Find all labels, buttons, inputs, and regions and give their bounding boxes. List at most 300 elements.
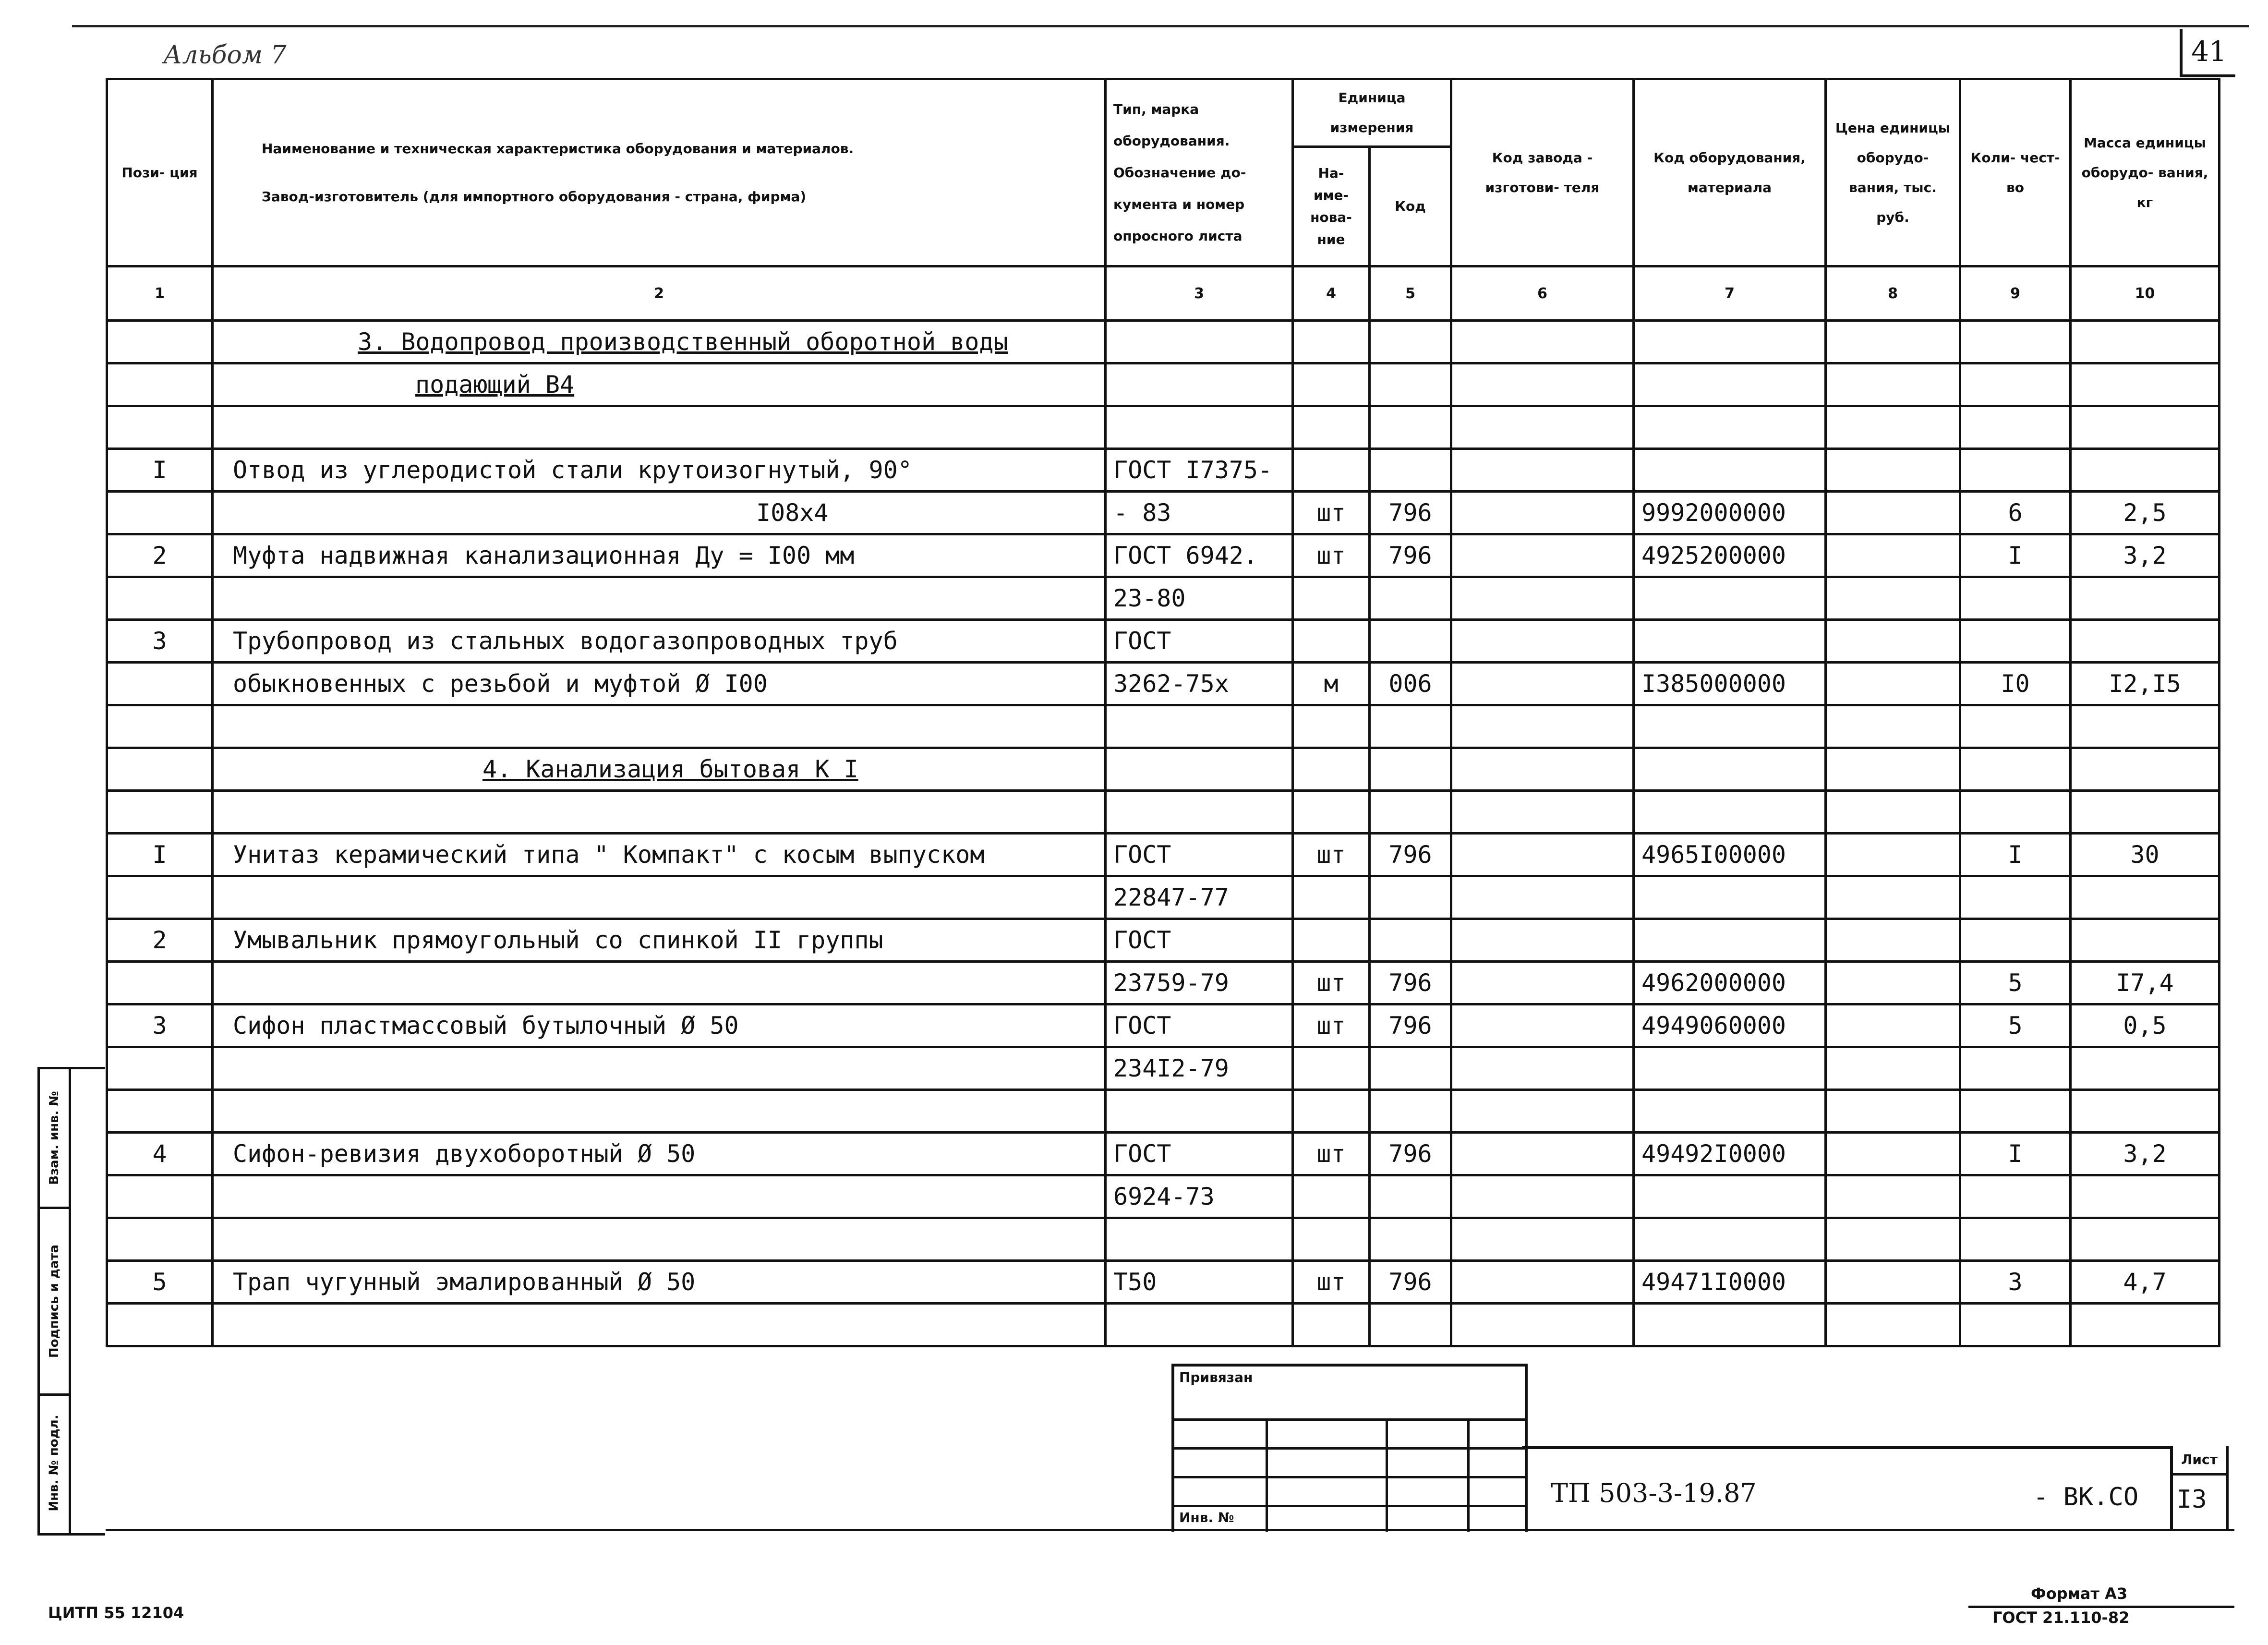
- cell-mass: [2071, 1304, 2220, 1346]
- cell-mass: I2,I5: [2071, 663, 2220, 705]
- cell-unit: [1293, 449, 1370, 492]
- header-position: Пози- ция: [107, 79, 213, 266]
- specification-table: [106, 78, 2220, 1347]
- cell-code: [1634, 1304, 1826, 1346]
- sidebar-cell-signature: [40, 1209, 69, 1396]
- cell-name: [213, 1218, 1106, 1261]
- cell-qty: [1960, 1090, 2071, 1133]
- cell-price: [1826, 791, 1960, 834]
- cell-ucode: 796: [1370, 1133, 1451, 1175]
- cell-price: [1826, 620, 1960, 663]
- cell-unit: [1293, 705, 1370, 748]
- table-row: [107, 705, 2220, 748]
- cell-pos: [107, 876, 213, 919]
- cell-ucode: [1370, 705, 1451, 748]
- sidebar-cell-replace-inv: [40, 1069, 69, 1209]
- cell-code: [1634, 919, 1826, 962]
- cell-ucode: [1370, 1218, 1451, 1261]
- cell-price: [1826, 748, 1960, 791]
- sidebar-label: Инв. № подл.: [47, 1415, 61, 1512]
- table-row: [107, 449, 2220, 492]
- cell-price: [1826, 1004, 1960, 1047]
- cell-ucode: [1370, 1090, 1451, 1133]
- cell-mfr: [1451, 663, 1634, 705]
- cell-mfr: [1451, 1261, 1634, 1304]
- cell-type: 22847-77: [1106, 876, 1293, 919]
- cell-name: Трап чугунный эмалированный Ø 50: [213, 1261, 1106, 1304]
- cell-ucode: [1370, 449, 1451, 492]
- cell-code: [1634, 705, 1826, 748]
- cell-ucode: [1370, 406, 1451, 449]
- binding-stamp: [1171, 1364, 1528, 1532]
- cell-ucode: [1370, 748, 1451, 791]
- header-qty: Коли- чест- во: [1960, 79, 2071, 266]
- cell-ucode: [1370, 620, 1451, 663]
- cell-qty: [1960, 1218, 2071, 1261]
- cell-unit: [1293, 919, 1370, 962]
- table-row: [107, 620, 2220, 663]
- column-number: 1: [107, 266, 213, 321]
- cell-mfr: [1451, 1090, 1634, 1133]
- cell-unit: [1293, 876, 1370, 919]
- cell-qty: I: [1960, 1133, 2071, 1175]
- cell-mass: 3,2: [2071, 534, 2220, 577]
- cell-mass: [2071, 1175, 2220, 1218]
- cell-code: [1634, 1218, 1826, 1261]
- header-mfr-code: Код завода - изготови- теля: [1451, 79, 1634, 266]
- column-numbers-row: [107, 266, 2220, 321]
- stamp-line: [1174, 1418, 1525, 1421]
- cell-mfr: [1451, 919, 1634, 962]
- cell-qty: 3: [1960, 1261, 2071, 1304]
- cell-code: 49492I0000: [1634, 1133, 1826, 1175]
- cell-pos: I: [107, 834, 213, 876]
- sidebar-cell-original-inv: [40, 1396, 69, 1530]
- cell-pos: [107, 962, 213, 1004]
- cell-code: [1634, 748, 1826, 791]
- table-row: [107, 1133, 2220, 1175]
- cell-mass: [2071, 876, 2220, 919]
- cell-mfr: [1451, 1004, 1634, 1047]
- cell-pos: [107, 1218, 213, 1261]
- table-row: [107, 1175, 2220, 1218]
- cell-mfr: [1451, 620, 1634, 663]
- cell-code: [1634, 449, 1826, 492]
- cell-type: ГОСТ: [1106, 834, 1293, 876]
- table-row: [107, 748, 2220, 791]
- cell-code: [1634, 1047, 1826, 1090]
- cell-pos: [107, 406, 213, 449]
- cell-code: 4949060000: [1634, 1004, 1826, 1047]
- cell-price: [1826, 534, 1960, 577]
- cell-unit: [1293, 620, 1370, 663]
- header-mass: Масса единицы оборудо- вания, кг: [2071, 79, 2220, 266]
- cell-price: [1826, 1090, 1960, 1133]
- cell-code: [1634, 620, 1826, 663]
- stamp-line: [1174, 1505, 1525, 1507]
- cell-unit: [1293, 577, 1370, 620]
- cell-mfr: [1451, 1175, 1634, 1218]
- cell-price: [1826, 919, 1960, 962]
- cell-code: [1634, 363, 1826, 406]
- cell-qty: [1960, 321, 2071, 363]
- cell-mass: 3,2: [2071, 1133, 2220, 1175]
- cell-unit: [1293, 791, 1370, 834]
- column-number: 2: [213, 266, 1106, 321]
- cell-unit: шт: [1293, 492, 1370, 534]
- cell-price: [1826, 705, 1960, 748]
- cell-name: [213, 1175, 1106, 1218]
- cell-code: [1634, 321, 1826, 363]
- cell-mass: [2071, 321, 2220, 363]
- document-code: ТП 503-3-19.87: [1551, 1478, 1757, 1508]
- column-number: 7: [1634, 266, 1826, 321]
- footer-line: [1968, 1606, 2234, 1608]
- column-number: 10: [2071, 266, 2220, 321]
- cell-ucode: [1370, 1047, 1451, 1090]
- stamp-inv-label: Инв. №: [1179, 1510, 1234, 1525]
- cell-qty: [1960, 876, 2071, 919]
- cell-type: 23759-79: [1106, 962, 1293, 1004]
- cell-pos: 5: [107, 1261, 213, 1304]
- cell-mass: [2071, 705, 2220, 748]
- table-row: [107, 363, 2220, 406]
- cell-mass: I7,4: [2071, 962, 2220, 1004]
- approval-sidebar: [37, 1067, 105, 1536]
- column-number: 4: [1293, 266, 1370, 321]
- cell-ucode: [1370, 321, 1451, 363]
- cell-type: ГОСТ: [1106, 1133, 1293, 1175]
- cell-type: [1106, 1304, 1293, 1346]
- cell-qty: I: [1960, 834, 2071, 876]
- table-row: [107, 962, 2220, 1004]
- sheet-label: Лист: [2173, 1446, 2226, 1476]
- cell-qty: [1960, 1304, 2071, 1346]
- cell-name: Муфта надвижная канализационная Ду = I00 мм: [213, 534, 1106, 577]
- cell-type: [1106, 1090, 1293, 1133]
- cell-pos: I: [107, 449, 213, 492]
- cell-ucode: 796: [1370, 534, 1451, 577]
- table-row: [107, 1047, 2220, 1090]
- cell-mass: 0,5: [2071, 1004, 2220, 1047]
- cell-type: ГОСТ: [1106, 1004, 1293, 1047]
- cell-mfr: [1451, 791, 1634, 834]
- table-row: [107, 534, 2220, 577]
- cell-unit: шт: [1293, 1133, 1370, 1175]
- cell-name: обыкновенных с резьбой и муфтой Ø I00: [213, 663, 1106, 705]
- cell-mass: [2071, 363, 2220, 406]
- cell-ucode: [1370, 1304, 1451, 1346]
- cell-mass: [2071, 1090, 2220, 1133]
- cell-price: [1826, 577, 1960, 620]
- table-row: [107, 1304, 2220, 1346]
- cell-qty: [1960, 620, 2071, 663]
- cell-price: [1826, 876, 1960, 919]
- sheet-box: [2170, 1446, 2229, 1529]
- cell-unit: шт: [1293, 962, 1370, 1004]
- cell-unit: шт: [1293, 1261, 1370, 1304]
- cell-type: [1106, 363, 1293, 406]
- cell-mfr: [1451, 406, 1634, 449]
- cell-price: [1826, 406, 1960, 449]
- column-number: 6: [1451, 266, 1634, 321]
- table-row: [107, 1261, 2220, 1304]
- cell-name: [213, 1090, 1106, 1133]
- cell-qty: [1960, 577, 2071, 620]
- table-row: [107, 791, 2220, 834]
- title-block: [1522, 1446, 2170, 1532]
- cell-unit: шт: [1293, 534, 1370, 577]
- cell-price: [1826, 1218, 1960, 1261]
- cell-type: [1106, 705, 1293, 748]
- table-row: [107, 492, 2220, 534]
- cell-mass: [2071, 406, 2220, 449]
- cell-price: [1826, 663, 1960, 705]
- stamp-line: [1266, 1420, 1268, 1532]
- cell-mass: [2071, 449, 2220, 492]
- cell-price: [1826, 1047, 1960, 1090]
- cell-unit: [1293, 1047, 1370, 1090]
- cell-mfr: [1451, 1304, 1634, 1346]
- column-number: 9: [1960, 266, 2071, 321]
- cell-ucode: 006: [1370, 663, 1451, 705]
- cell-mass: [2071, 1047, 2220, 1090]
- cell-code: [1634, 1090, 1826, 1133]
- cell-mfr: [1451, 876, 1634, 919]
- cell-code: [1634, 876, 1826, 919]
- cell-type: 23-80: [1106, 577, 1293, 620]
- cell-code: [1634, 791, 1826, 834]
- cell-unit: [1293, 363, 1370, 406]
- cell-type: ГОСТ: [1106, 620, 1293, 663]
- cell-name: [213, 791, 1106, 834]
- cell-name: Отвод из углеродистой стали крутоизогнутый, 90°: [213, 449, 1106, 492]
- stamp-line: [1386, 1420, 1388, 1532]
- cell-type: 6924-73: [1106, 1175, 1293, 1218]
- cell-pos: 3: [107, 1004, 213, 1047]
- cell-mass: 4,7: [2071, 1261, 2220, 1304]
- album-label: Альбом 7: [163, 41, 287, 70]
- cell-name: Трубопровод из стальных водогазопроводных труб: [213, 620, 1106, 663]
- top-border-line: [72, 25, 2249, 27]
- cell-ucode: [1370, 791, 1451, 834]
- cell-mfr: [1451, 363, 1634, 406]
- cell-qty: I0: [1960, 663, 2071, 705]
- cell-name: подающий В4: [213, 363, 1106, 406]
- cell-mass: [2071, 1218, 2220, 1261]
- cell-code: 9992000000: [1634, 492, 1826, 534]
- stamp-line: [1174, 1447, 1525, 1450]
- cell-unit: [1293, 406, 1370, 449]
- cell-type: ГОСТ: [1106, 919, 1293, 962]
- cell-mfr: [1451, 534, 1634, 577]
- cell-name: Сифон-ревизия двухоборотный Ø 50: [213, 1133, 1106, 1175]
- cell-mass: [2071, 620, 2220, 663]
- cell-pos: [107, 1304, 213, 1346]
- cell-ucode: [1370, 363, 1451, 406]
- cell-name: [213, 1047, 1106, 1090]
- cell-pos: [107, 748, 213, 791]
- cell-price: [1826, 363, 1960, 406]
- cell-pos: [107, 363, 213, 406]
- cell-price: [1826, 1175, 1960, 1218]
- cell-unit: [1293, 321, 1370, 363]
- table-row: [107, 1004, 2220, 1047]
- cell-qty: [1960, 919, 2071, 962]
- cell-ucode: 796: [1370, 962, 1451, 1004]
- header-type: Тип, марка оборудования. Обозначение до- кумента и номер опросного листа: [1106, 79, 1293, 266]
- cell-type: Т50: [1106, 1261, 1293, 1304]
- cell-pos: [107, 321, 213, 363]
- cell-qty: [1960, 748, 2071, 791]
- cell-unit: шт: [1293, 1004, 1370, 1047]
- cell-code: 4962000000: [1634, 962, 1826, 1004]
- cell-code: I385000000: [1634, 663, 1826, 705]
- cell-mfr: [1451, 321, 1634, 363]
- cell-price: [1826, 834, 1960, 876]
- cell-unit: [1293, 1090, 1370, 1133]
- table-row: [107, 663, 2220, 705]
- table-row: [107, 577, 2220, 620]
- table-row: [107, 834, 2220, 876]
- cell-qty: 6: [1960, 492, 2071, 534]
- header-price: Цена единицы оборудо- вания, тыс. руб.: [1826, 79, 1960, 266]
- cell-ucode: 796: [1370, 1004, 1451, 1047]
- table-row: [107, 876, 2220, 919]
- page-number: 41: [2180, 29, 2235, 77]
- cell-pos: [107, 705, 213, 748]
- cell-mfr: [1451, 449, 1634, 492]
- cell-type: - 83: [1106, 492, 1293, 534]
- cell-name: [213, 1304, 1106, 1346]
- sidebar-label: Подпись и дата: [47, 1244, 62, 1358]
- cell-pos: 2: [107, 919, 213, 962]
- cell-unit: [1293, 1218, 1370, 1261]
- cell-price: [1826, 962, 1960, 1004]
- cell-name: [213, 705, 1106, 748]
- cell-mfr: [1451, 1218, 1634, 1261]
- cell-qty: [1960, 1175, 2071, 1218]
- header-name-line2: Завод-изготовитель (для импортного оборудования - страна, фирма): [262, 188, 807, 205]
- cell-name: [213, 406, 1106, 449]
- cell-type: [1106, 791, 1293, 834]
- cell-qty: [1960, 406, 2071, 449]
- footer-print-code: ЦИТП 55 12104: [48, 1604, 184, 1622]
- header-name: [213, 79, 1106, 266]
- table-row: [107, 321, 2220, 363]
- stamp-line: [1174, 1476, 1525, 1478]
- cell-code: 49471I0000: [1634, 1261, 1826, 1304]
- cell-mfr: [1451, 705, 1634, 748]
- header-unit-group: Единица измерения: [1293, 79, 1451, 147]
- table-row: [107, 406, 2220, 449]
- cell-mass: [2071, 919, 2220, 962]
- document-suffix: - ВК.СО: [2033, 1483, 2139, 1512]
- cell-code: [1634, 406, 1826, 449]
- cell-name: I08x4: [213, 492, 1106, 534]
- cell-mass: 2,5: [2071, 492, 2220, 534]
- cell-type: [1106, 1218, 1293, 1261]
- cell-name: 4. Канализация бытовая К I: [213, 748, 1106, 791]
- cell-ucode: [1370, 876, 1451, 919]
- cell-unit: м: [1293, 663, 1370, 705]
- column-number: 8: [1826, 266, 1960, 321]
- sidebar-label: Взам. инв. №: [47, 1091, 61, 1185]
- cell-name: [213, 876, 1106, 919]
- sheet-number: I3: [2177, 1485, 2207, 1514]
- cell-type: ГОСТ 6942.: [1106, 534, 1293, 577]
- cell-pos: [107, 1175, 213, 1218]
- cell-code: [1634, 1175, 1826, 1218]
- cell-mfr: [1451, 1047, 1634, 1090]
- cell-qty: 5: [1960, 1004, 2071, 1047]
- cell-price: [1826, 1304, 1960, 1346]
- cell-unit: [1293, 1175, 1370, 1218]
- cell-qty: I: [1960, 534, 2071, 577]
- table-row: [107, 1218, 2220, 1261]
- table-header: [107, 79, 2220, 321]
- cell-price: [1826, 449, 1960, 492]
- cell-type: ГОСТ I7375-: [1106, 449, 1293, 492]
- cell-ucode: [1370, 577, 1451, 620]
- column-number: 3: [1106, 266, 1293, 321]
- cell-name: [213, 962, 1106, 1004]
- cell-price: [1826, 1133, 1960, 1175]
- sidebar-divider: [69, 1069, 71, 1533]
- stamp-title: Привязан: [1179, 1369, 1253, 1385]
- cell-name: Сифон пластмассовый бутылочный Ø 50: [213, 1004, 1106, 1047]
- cell-mass: 30: [2071, 834, 2220, 876]
- cell-type: [1106, 406, 1293, 449]
- header-unit-code: Код: [1370, 147, 1451, 266]
- cell-ucode: 796: [1370, 1261, 1451, 1304]
- cell-ucode: 796: [1370, 492, 1451, 534]
- cell-type: [1106, 321, 1293, 363]
- table-row: [107, 919, 2220, 962]
- footer-gost: ГОСТ 21.110-82: [1992, 1609, 2130, 1627]
- cell-pos: [107, 663, 213, 705]
- cell-mfr: [1451, 748, 1634, 791]
- header-name-line1: Наименование и техническая характеристика оборудования и материалов.: [262, 140, 854, 157]
- table-row: [107, 1090, 2220, 1133]
- cell-code: 4965I00000: [1634, 834, 1826, 876]
- cell-pos: [107, 577, 213, 620]
- footer-format: Формат А3: [2031, 1585, 2128, 1603]
- cell-pos: [107, 791, 213, 834]
- cell-name: Унитаз керамический типа " Компакт" с косым выпуском: [213, 834, 1106, 876]
- cell-mfr: [1451, 577, 1634, 620]
- stamp-line: [1467, 1420, 1470, 1532]
- cell-name: [213, 577, 1106, 620]
- cell-qty: [1960, 1047, 2071, 1090]
- cell-code: [1634, 577, 1826, 620]
- cell-mass: [2071, 577, 2220, 620]
- cell-ucode: [1370, 919, 1451, 962]
- cell-unit: шт: [1293, 834, 1370, 876]
- cell-mfr: [1451, 492, 1634, 534]
- cell-pos: [107, 1090, 213, 1133]
- cell-mfr: [1451, 962, 1634, 1004]
- cell-mfr: [1451, 834, 1634, 876]
- cell-pos: [107, 1047, 213, 1090]
- cell-name: Умывальник прямоугольный со спинкой II группы: [213, 919, 1106, 962]
- cell-code: 4925200000: [1634, 534, 1826, 577]
- column-number: 5: [1370, 266, 1451, 321]
- table-body: [107, 321, 2220, 1346]
- cell-type: 234I2-79: [1106, 1047, 1293, 1090]
- cell-price: [1826, 321, 1960, 363]
- cell-price: [1826, 1261, 1960, 1304]
